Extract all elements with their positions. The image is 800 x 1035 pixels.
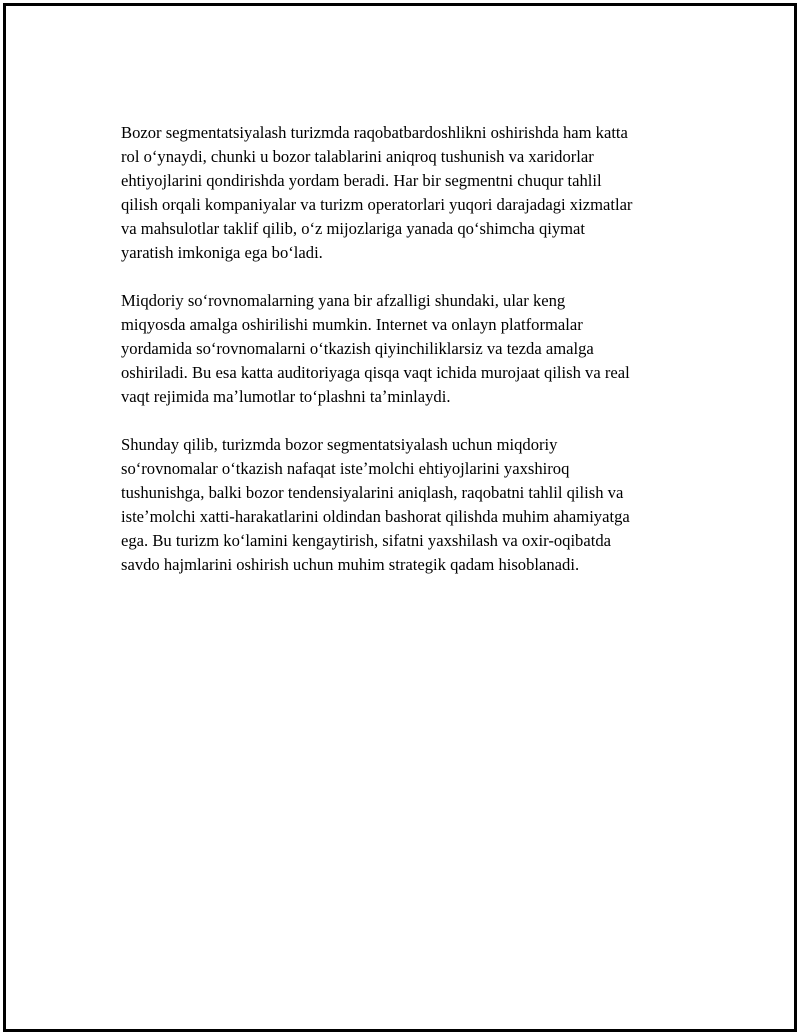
paragraph-2 [121, 289, 696, 409]
text-line: qilish orqali kompaniyalar va turizm operatorlari yuqori darajadagi xizmatlar [121, 195, 633, 214]
text-line: soʻrovnomalar oʻtkazish nafaqat isteʼmolchi ehtiyojlarini yaxshiroq [121, 459, 570, 478]
text-line: rol oʻynaydi, chunki u bozor talablarini aniqroq tushunish va xaridorlar [121, 147, 594, 166]
text-line: Miqdoriy soʻrovnomalarning yana bir afzalligi shundaki, ular keng [121, 291, 566, 310]
text-line: va mahsulotlar taklif qilib, oʻz mijozlariga yanada qoʻshimcha qiymat [121, 219, 586, 238]
paragraph-1 [121, 121, 696, 265]
text-line: tushunishga, balki bozor tendensiyalarini aniqlash, raqobatni tahlil qilish va [121, 483, 624, 502]
paragraph-3 [121, 433, 696, 577]
text-line: yordamida soʻrovnomalarni oʻtkazish qiyinchiliklarsiz va tezda amalga [121, 339, 594, 358]
text-line: yaratish imkoniga ega boʻladi. [121, 243, 323, 262]
text-line: Bozor segmentatsiyalash turizmda raqobatbardoshlikni oshirishda ham katta [121, 123, 628, 142]
text-line: savdo hajmlarini oshirish uchun muhim strategik qadam hisoblanadi. [121, 555, 580, 574]
text-line: vaqt rejimida maʼlumotlar toʻplashni taʼminlaydi. [121, 387, 451, 406]
page-frame [3, 3, 797, 1032]
text-line: ehtiyojlarini qondirishda yordam beradi. Har bir segmentni chuqur tahlil [121, 171, 602, 190]
text-line: miqyosda amalga oshirilishi mumkin. Internet va onlayn platformalar [121, 315, 583, 334]
text-line: Shunday qilib, turizmda bozor segmentatsiyalash uchun miqdoriy [121, 435, 558, 454]
text-line: ega. Bu turizm koʻlamini kengaytirish, sifatni yaxshilash va oxir-oqibatda [121, 531, 611, 550]
text-line: oshiriladi. Bu esa katta auditoriyaga qisqa vaqt ichida murojaat qilish va real [121, 363, 630, 382]
text-line: isteʼmolchi xatti-harakatlarini oldindan bashorat qilishda muhim ahamiyatga [121, 507, 630, 526]
document-body [121, 121, 696, 601]
